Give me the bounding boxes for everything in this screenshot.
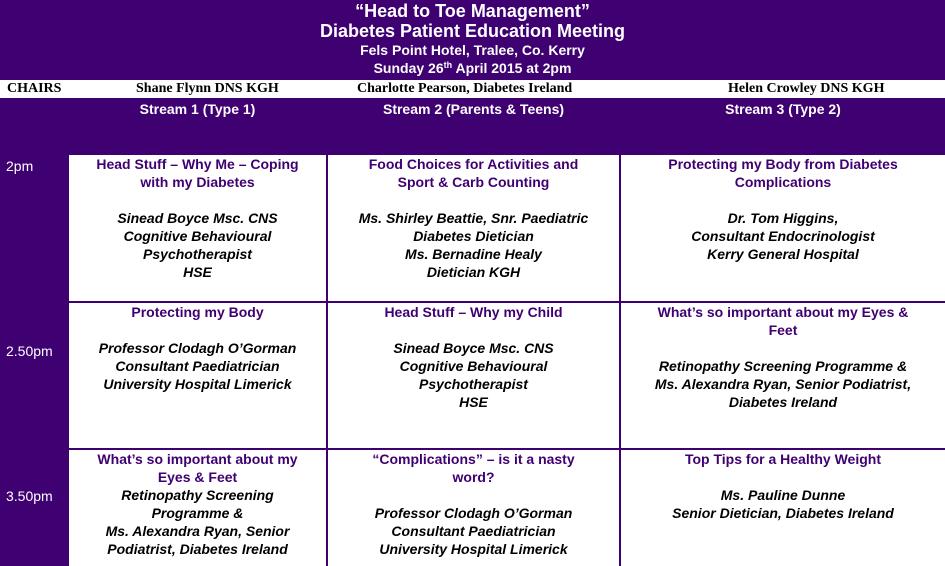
header-banner [0,0,945,80]
session-title: Head Stuff – Why my Child [384,304,563,320]
chairs-row [0,80,945,98]
session-cell [328,155,619,301]
session-speakers: Professor Clodagh O’Gorman Consultant Paediatrician University Hospital Limerick [374,505,573,557]
session-title: What’s so important about my Eyes & Feet [97,451,298,485]
session-title: What’s so important about my Eyes & Feet [657,304,909,338]
chair-stream3: Helen Crowley DNS KGH [728,81,885,96]
session-title: Head Stuff – Why Me – Coping with my Diabetes [96,156,299,190]
session-cell [621,450,945,566]
session-cell [69,155,326,301]
session-speakers: Sinead Boyce Msc. CNS Cognitive Behavioural Psychotherapist HSE [393,340,554,410]
session-cell [621,155,945,301]
time-slot-3: 3.50pm [6,488,53,504]
chair-stream2: Charlotte Pearson, Diabetes Ireland [357,81,573,96]
stream-header-3: Stream 3 (Type 2) [725,101,841,117]
session-speakers: Sinead Boyce Msc. CNS Cognitive Behavioural Psychotherapist HSE [117,210,278,280]
session-speakers: Professor Clodagh O’Gorman Consultant Paediatrician University Hospital Limerick [98,340,297,392]
session-title: Protecting my Body [131,304,264,320]
session-speakers: Ms. Shirley Beattie, Snr. Paediatric Diabetes Dietician Ms. Bernadine Healy Dietician KGH [358,210,589,280]
programme-table [0,98,945,566]
event-date: Sunday 26th April 2015 at 2pm [373,60,572,76]
session-title: Food Choices for Activities and Sport & Carb Counting [368,156,579,190]
event-subtitle: Diabetes Patient Education Meeting [319,21,626,41]
session-title: Protecting my Body from Diabetes Complications [668,156,898,190]
event-venue: Fels Point Hotel, Tralee, Co. Kerry [360,42,585,58]
session-title: “Complications” – is it a nasty word? [372,451,575,485]
session-speakers: Ms. Pauline Dunne Senior Dietician, Diabetes Ireland [672,487,894,521]
session-cell [69,450,326,566]
stream-header-1: Stream 1 (Type 1) [139,101,256,117]
session-cell [328,303,619,448]
chair-stream1: Shane Flynn DNS KGH [136,81,279,96]
event-title: “Head to Toe Management” [355,1,590,21]
chairs-label: CHAIRS [7,81,62,96]
time-slot-2: 2.50pm [6,343,53,359]
time-slot-1: 2pm [6,158,34,174]
session-speakers: Retinopathy Screening Programme & Ms. Alexandra Ryan, Senior Podiatrist, Diabetes Ireland [654,358,912,410]
session-cell [69,303,326,448]
session-speakers: Dr. Tom Higgins, Consultant Endocrinologist Kerry General Hospital [691,210,875,262]
stream-header-2: Stream 2 (Parents & Teens) [382,101,565,117]
session-speakers: Retinopathy Screening Programme & Ms. Alexandra Ryan, Senior Podiatrist, Diabetes Ireland [105,487,290,557]
session-cell [621,303,945,448]
session-cell [328,450,619,566]
session-title: Top Tips for a Healthy Weight [684,451,881,467]
